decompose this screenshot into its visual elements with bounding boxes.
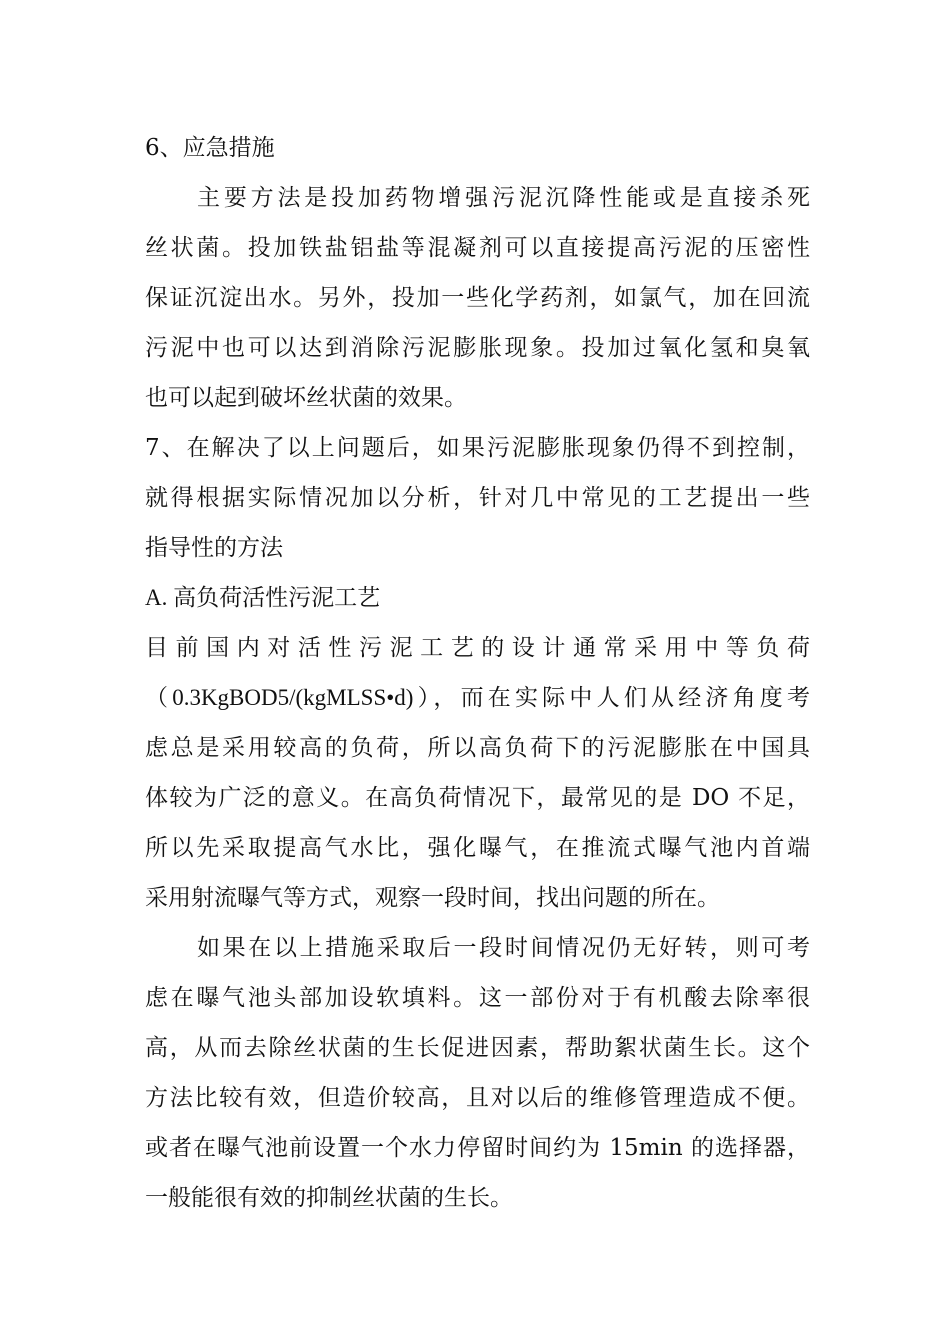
paragraph-line: 污泥中也可以达到消除污泥膨胀现象。投加过氧化氢和臭氧	[145, 335, 810, 361]
subsection-heading-high-load-process: A. 高负荷活性污泥工艺	[145, 585, 381, 610]
paragraph-line: 虑在曝气池头部加设软填料。这一部份对于有机酸去除率很	[145, 985, 810, 1011]
paragraph-line: 高，从而去除丝状菌的生长促进因素，帮助絮状菌生长。这个	[145, 1035, 810, 1061]
paragraph-line: 丝状菌。投加铁盐铝盐等混凝剂可以直接提高污泥的压密性	[145, 235, 810, 261]
section-heading-emergency-measures: 6、应急措施	[145, 135, 275, 161]
paragraph-line: 或者在曝气池前设置一个水力停留时间约为 15min 的选择器，	[145, 1135, 810, 1161]
paragraph-line: 一般能很有效的抑制丝状菌的生长。	[145, 1185, 513, 1211]
paragraph-line: （0.3KgBOD5/(kgMLSS•d)），而在实际中人们从经济角度考	[145, 685, 810, 710]
section-heading-further-analysis: 7、在解决了以上问题后，如果污泥膨胀现象仍得不到控制，	[145, 435, 810, 461]
paragraph-line: 指导性的方法	[145, 535, 283, 561]
paragraph-line: 采用射流曝气等方式，观察一段时间，找出问题的所在。	[145, 885, 720, 911]
paragraph-line: 就得根据实际情况加以分析，针对几中常见的工艺提出一些	[145, 485, 810, 511]
paragraph-line: 所以先采取提高气水比，强化曝气，在推流式曝气池内首端	[145, 835, 810, 861]
paragraph-line: 保证沉淀出水。另外，投加一些化学药剂，如氯气，加在回流	[145, 285, 810, 311]
paragraph-line: 主要方法是投加药物增强污泥沉降性能或是直接杀死	[197, 185, 810, 211]
paragraph-line: 体较为广泛的意义。在高负荷情况下，最常见的是 DO 不足，	[145, 785, 810, 811]
paragraph-line: 如果在以上措施采取后一段时间情况仍无好转，则可考	[197, 935, 810, 961]
paragraph-line: 虑总是采用较高的负荷，所以高负荷下的污泥膨胀在中国具	[145, 735, 810, 761]
paragraph-line: 目前国内对活性污泥工艺的设计通常采用中等负荷	[145, 635, 810, 661]
paragraph-line: 也可以起到破坏丝状菌的效果。	[145, 385, 467, 411]
paragraph-line: 方法比较有效，但造价较高，且对以后的维修管理造成不便。	[145, 1085, 810, 1111]
